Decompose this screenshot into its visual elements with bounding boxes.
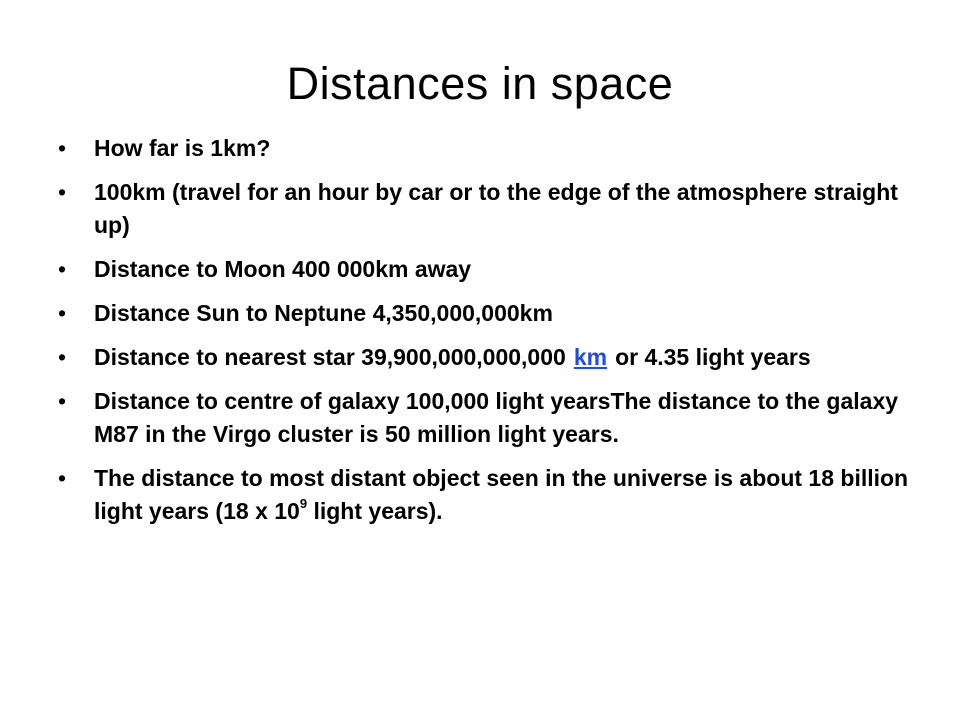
bullet-text: Distance to nearest star 39,900,000,000,000 — [94, 344, 566, 370]
bullet-icon: • — [58, 179, 67, 205]
bullet-item — [58, 462, 938, 528]
exponent-superscript: 9 — [299, 496, 308, 512]
bullet-icon: • — [58, 256, 67, 282]
bullet-item — [58, 385, 938, 451]
bullet-text: Distance to Moon 400 000km away — [94, 256, 472, 282]
bullet-item — [58, 297, 938, 330]
bullet-text: The distance to most distant object seen in the universe is about 18 billion light years (18 x 10 — [94, 465, 909, 524]
bullet-text: Distance to centre of galaxy 100,000 light yearsThe distance to the galaxy M87 in the Virgo cluster is 50 million light years. — [94, 388, 899, 447]
slide-title: Distances in space — [286, 58, 674, 109]
bullet-text: Distance Sun to Neptune 4,350,000,000km — [94, 300, 553, 326]
bullet-icon: • — [58, 465, 67, 491]
bullet-icon: • — [58, 344, 67, 370]
bullet-icon: • — [58, 135, 67, 161]
bullet-item — [58, 341, 938, 374]
bullet-text: light years). — [307, 498, 443, 524]
bullet-item — [58, 176, 938, 242]
bullet-list — [58, 132, 938, 539]
bullet-icon: • — [58, 300, 67, 326]
km-link[interactable]: km — [573, 344, 608, 370]
bullet-text: or 4.35 light years — [615, 344, 811, 370]
bullet-text: How far is 1km? — [94, 135, 271, 161]
bullet-item — [58, 132, 938, 165]
bullet-text: 100km (travel for an hour by car or to the edge of the atmosphere straight up) — [94, 179, 898, 238]
bullet-icon: • — [58, 388, 67, 414]
bullet-item — [58, 253, 938, 286]
